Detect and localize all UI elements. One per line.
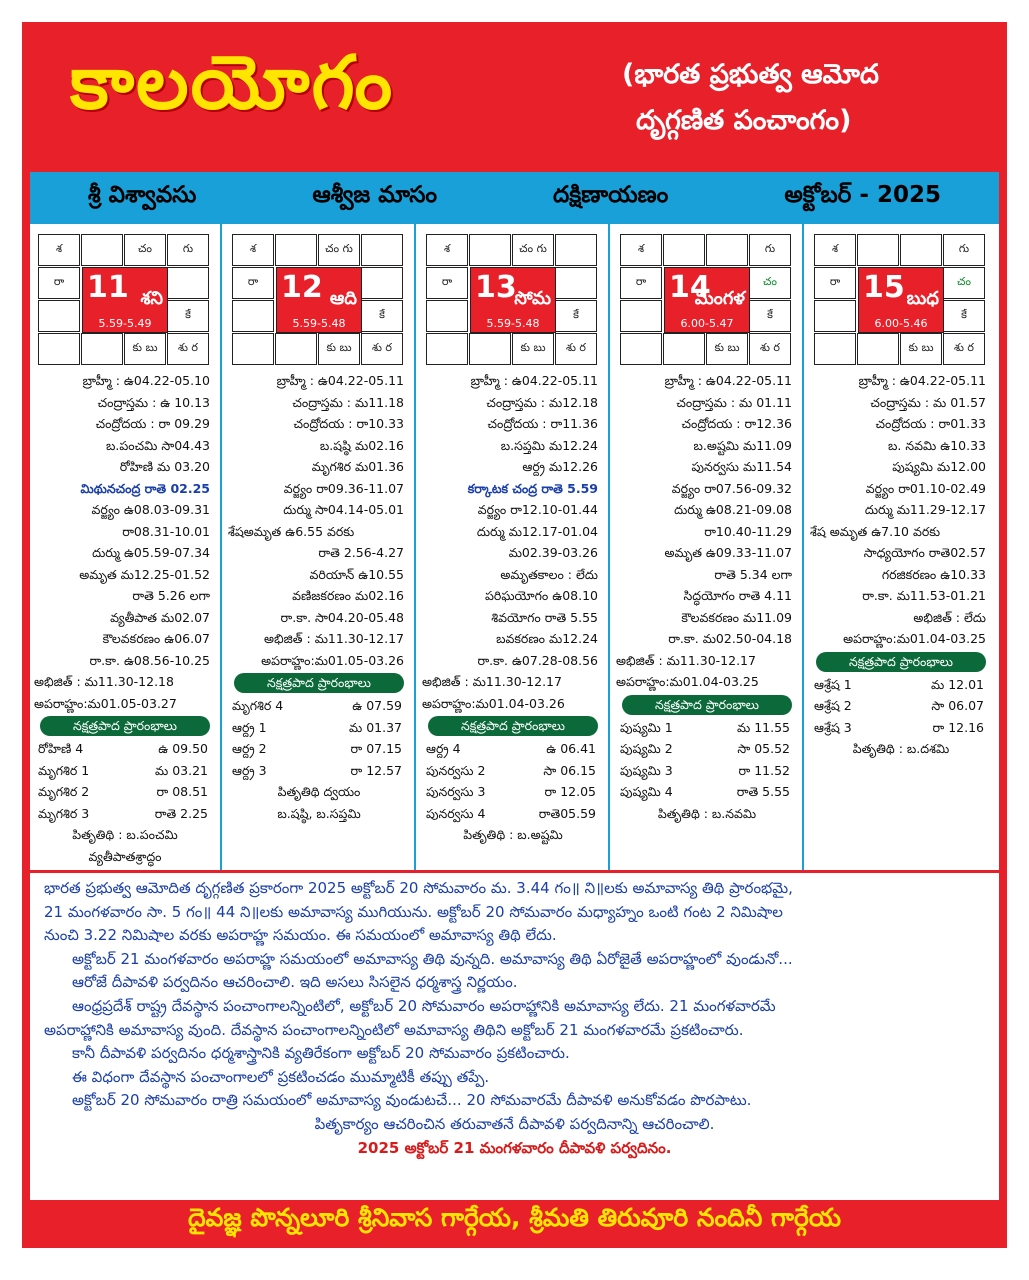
chart-cell: శు ర [749,333,791,365]
nakshatra-pada: పుష్యమి 1 [620,719,673,735]
nakshatra-time: రా 12.05 [544,784,596,799]
detail-line: దుర్ము ఉ05.59-07.34 [92,545,210,560]
detail-line: బ.షష్ఠి మ02.16 [319,437,404,453]
nakshatra-time: రా 11.52 [738,762,790,778]
chart-cell: చం [943,267,985,299]
nakshatra-pada: పునర్వసు 4 [426,805,486,821]
chart-cell: కే [555,300,597,332]
detail-line: రా.కా. ఉ07.28-08.56 [477,652,598,668]
detail-line: రాతె 5.26 లగా [132,588,210,603]
date-box [664,267,750,333]
detail-line: వర్జ్యం రా09.36-11.07 [283,480,404,496]
detail-line: అపరాహ్ణం:మ01.04-03.25 [843,631,986,646]
chart-cell: కు బు [318,333,360,365]
weekday-name: మంగళ [694,288,745,309]
nakshatra-row [34,738,216,760]
day-column [612,224,804,870]
chart-cell [426,333,468,365]
sunrise-sunset: 5.59-5.48 [486,317,540,330]
chart-cell [900,234,942,266]
detail-line: అభిజిత్ : మ11.30-12.17 [422,674,562,689]
nakshatra-time: రాతె 2.25 [154,805,208,821]
chart-cell: శ [814,234,856,266]
nakshatra-row [616,717,798,739]
chart-cell: కే [167,300,209,332]
footer-authors: దైవజ్ఞ పొన్నలూరి శ్రీనివాస గార్గేయ, శ్రీమతి తిరువూరి నందినీ గార్గేయ [187,1203,842,1232]
chart-cell [275,234,317,266]
pitru-tithi: పితృతిథి : బ.అష్టమి [463,827,563,842]
chart-cell: శు ర [361,333,403,365]
detail-line: దుర్ము ఉ08.21-09.08 [674,502,792,517]
subtitle [622,52,982,144]
nakshatra-row [228,738,410,760]
chart-cell [663,234,705,266]
title-bar [22,22,1007,172]
chart-cell: శు ర [943,333,985,365]
chart-cell: కే [943,300,985,332]
chart-cell: కు బు [706,333,748,365]
chart-cell: కు బు [124,333,166,365]
detail-line: అమృత మ12.25-01.52 [79,566,210,582]
nakshatra-pada: పునర్వసు 3 [426,784,486,799]
days-section [30,224,999,870]
day-details [422,370,604,846]
detail-line: సాధ్యయోగం రాతె02.57 [863,545,986,560]
chart-cell: రా [814,267,856,299]
day-details [616,370,798,824]
date-number: 11 [87,270,129,305]
detail-line: బ.అష్టమి మ11.09 [693,437,792,453]
detail-line: బ్రాహ్మీ : ఉ04.22-05.11 [470,373,598,388]
detail-line: చంద్రాస్తమ : మ 01.11 [676,394,792,410]
chart-cell: గు [943,234,985,266]
chart-cell [275,333,317,365]
detail-line: మిథునచంద్ర రాతె 02.25 [80,480,210,496]
ayanam-name: దక్షిణాయణం [553,182,669,208]
chart-cell: చం గు [318,234,360,266]
detail-line: పరిఘయోగం ఉ08.10 [485,588,598,603]
detail-line: చంద్రోదయ : రా11.36 [487,416,598,431]
chart-cell [620,333,662,365]
detail-line: వర్జ్యం ఉ08.03-09.31 [91,502,210,517]
nakshatra-row [616,760,798,782]
year-name: శ్రీ విశ్వావసు [88,182,197,208]
nakshatra-pada: మృగశిర 2 [38,784,90,799]
nakshatra-row [810,674,992,696]
nakshatra-badge: నక్షత్రపాద ప్రారంభాలు [428,716,598,736]
chart-cell: రా [426,267,468,299]
nakshatra-time: ఉ 09.50 [158,741,208,756]
chart-cell [663,333,705,365]
nakshatra-row [616,738,798,760]
detail-line: వణిజకరణం మ02.16 [292,588,404,603]
nakshatra-time: మ 11.55 [737,719,790,735]
note-line: ఆరోజే దీపావళి పర్వదినం ఆచరించాలి. ఇది అసలు సిసలైన ధర్మశాస్త్ర నిర్ణయం. [72,973,518,992]
nakshatra-time: మ 03.21 [155,762,208,778]
note-line: 2025 అక్టోబర్ 21 మంగళవారం దీపావళి పర్వదినం. [357,1138,672,1157]
detail-line: సిద్ధయోగం రాతె 4.11 [683,588,792,603]
sunrise-sunset: 6.00-5.46 [874,317,928,330]
sunrise-sunset: 6.00-5.47 [680,317,734,330]
nakshatra-time: రా 12.57 [350,762,402,778]
detail-line: బ్రాహ్మీ : ఉ04.22-05.11 [276,373,404,388]
detail-line: బ్రాహ్మీ : ఉ04.22-05.11 [858,373,986,388]
pitru-tithi: పితృతిథి : బ.నవమి [657,805,757,821]
nakshatra-time: మ 01.37 [349,719,402,735]
pitru-tithi: పితృతిథి : బ.దశమి [852,741,950,756]
detail-line: దుర్ము మ12.17-01.04 [476,523,598,539]
nakshatra-badge: నక్షత్రపాద ప్రారంభాలు [40,716,210,736]
note-line: 21 మంగళవారం సా. 5 గం॥ 44 ని॥లకు అమావాస్య ముగియును. అక్టోబర్ 20 సోమవారం మధ్యాహ్నం ఒంటి గంట 2 నిమిషాల [44,902,783,921]
detail-line: పునర్వసు మ11.54 [691,459,792,474]
chart-cell [814,300,856,332]
detail-line: అపరాహ్ణం:మ01.05-03.26 [261,652,404,668]
chart-cell [426,300,468,332]
detail-line: పుష్యమి మ12.00 [892,459,986,474]
pitru-tithi: వ్యతీపాతశ్రాద్ధం [88,848,162,864]
graha-chart [426,234,600,366]
date-box [858,267,944,333]
detail-line: కర్కాటక చంద్ర రాతె 5.59 [467,480,598,496]
chart-cell: శు ర [555,333,597,365]
chart-cell: శ [38,234,80,266]
chart-cell [706,234,748,266]
detail-line: వరియాన్ ఉ10.55 [309,566,404,582]
nakshatra-time: రా 12.16 [932,719,984,735]
nakshatra-row [422,781,604,803]
month-year: అక్టోబర్ - 2025 [784,182,941,208]
note-line: కానీ దీపావళి పర్వదినం ధర్మశాస్త్రానికి వ్యతిరేకంగా అక్టోబర్ 20 సోమవారం ప్రకటించారు. [72,1044,570,1063]
nakshatra-pada: ఆర్ద్ర 4 [426,741,461,756]
day-column [806,224,996,870]
graha-chart [232,234,406,366]
detail-line: చంద్రోదయ : రా01.33 [875,416,986,431]
nakshatra-row [810,717,992,739]
subtitle-line-2: దృగ్గణిత పంచాంగం) [636,105,852,136]
pitru-tithi: బ.షష్ఠి, బ.సప్తమి [277,805,361,821]
nakshatra-pada: మృగశిర 3 [38,805,90,821]
nakshatra-pada: ఆశ్రేష 3 [814,719,852,735]
detail-line: చంద్రాస్తమ : మ12.18 [486,394,598,410]
pitru-tithi: పితృతిథి : బ.పంచమి [72,827,178,842]
chart-cell: చం [124,234,166,266]
date-number: 12 [281,270,323,305]
chart-cell [620,300,662,332]
weekday-name: ఆది [329,288,357,309]
note-line: అక్టోబర్ 20 సోమవారం రాత్రి సమయంలో అమావాస్య వుండుటచే... 20 సోమవారమే దీపావళి అనుకోవడం పొరపాటు. [72,1091,752,1110]
chart-cell [469,333,511,365]
nakshatra-time: సా 05.52 [737,741,790,756]
nakshatra-pada: ఆశ్రేష 2 [814,698,852,713]
note-line: ఆంధ్రప్రదేశ్ రాష్ట్ర దేవస్థాన పంచాంగాలన్నింటిలో, అక్టోబర్ 20 సోమవారం అపరాహ్ణానికి అమావాస్య లేదు. 21 మంగళవారమే [72,996,776,1015]
nakshatra-time: సా 06.15 [543,762,596,778]
chart-cell: రా [38,267,80,299]
graha-chart [620,234,794,366]
info-bar [30,172,999,224]
chart-cell [81,234,123,266]
detail-line: చంద్రాస్తమ : మ11.18 [292,394,404,410]
nakshatra-time: సా 06.07 [931,698,984,713]
chart-cell: శ [620,234,662,266]
detail-line: అభిజిత్ : మ11.30-12.17 [616,652,756,668]
nakshatra-row [34,781,216,803]
nakshatra-pada: పునర్వసు 2 [426,762,486,778]
nakshatra-row [228,760,410,782]
day-column [224,224,416,870]
detail-line: దుర్ము సా04.14-05.01 [283,502,404,517]
nakshatra-pada: పుష్యమి 3 [620,762,673,778]
detail-line: అమృత ఉ09.33-11.07 [664,545,792,560]
sunrise-sunset: 5.59-5.48 [292,317,346,330]
detail-line: రోహిణి మ 03.20 [119,459,210,474]
nakshatra-time: ఉ 07.59 [352,698,402,713]
calendar-frame [22,22,1007,1248]
sunrise-sunset: 5.59-5.49 [98,317,152,330]
nakshatra-row [422,803,604,825]
detail-line: రా.కా. ఉ08.56-10.25 [89,652,210,668]
detail-line: శేష అమృత ఉ7.10 వరకు [810,523,941,539]
date-box [276,267,362,333]
day-column [418,224,610,870]
detail-line: కౌలవకరణం ఉ06.07 [102,631,210,646]
day-details [228,370,410,824]
chart-cell [555,234,597,266]
graha-chart [814,234,988,366]
note-line: నుంచి 3.22 నిమిషాల వరకు అపరాహ్ణ సమయం. ఈ సమయంలో అమావాస్య తిథి లేదు. [44,926,557,945]
nakshatra-pada: ఆర్ద్ర 2 [232,741,267,756]
chart-cell [81,333,123,365]
detail-line: చంద్రాస్తమ : మ 01.57 [870,394,986,410]
nakshatra-row [228,717,410,739]
detail-line: రా.కా. సా04.20-05.48 [280,609,404,625]
day-details [810,370,992,760]
detail-line: దుర్ము మ11.29-12.17 [864,502,986,517]
chart-cell: శ [232,234,274,266]
chart-cell: కే [749,300,791,332]
chart-cell: శ [426,234,468,266]
detail-line: మృగశిర మ01.36 [311,459,404,474]
note-line: అక్టోబర్ 21 మంగళవారం అపరాహ్ణ సమయంలో అమావాస్య తిథి వున్నది. అమావాస్య తిథి ఏరోజైతే అపరాహ్ణంలో వుండునో... [72,949,793,968]
day-column [30,224,222,870]
date-number: 14 [669,270,711,305]
detail-line: వర్జ్యం రా07.56-09.32 [671,480,792,496]
nakshatra-row [228,695,410,717]
chart-cell: గు [749,234,791,266]
detail-line: బవకరణం మ12.24 [496,631,598,646]
chart-cell [232,300,274,332]
chart-cell [857,333,899,365]
nakshatra-time: ఉ 06.41 [546,741,596,756]
detail-line: అభిజిత్ : లేదు [913,609,986,625]
nakshatra-time: రా 07.15 [350,741,402,756]
chart-cell: చం [749,267,791,299]
nakshatra-pada: పుష్యమి 2 [620,741,673,756]
nakshatra-row [810,695,992,717]
detail-line: వ్యతీపాత మ02.07 [110,609,210,625]
chart-cell [232,333,274,365]
detail-line: అభిజిత్ : మ11.30-12.18 [34,674,174,689]
detail-line: రా.కా. మ02.50-04.18 [668,631,792,646]
detail-line: చంద్రోదయ : రా12.36 [681,416,792,431]
nakshatra-pada: ఆర్ద్ర 3 [232,762,267,778]
nakshatra-row [422,738,604,760]
pitru-tithi: పితృతిథి ద్వయం [277,784,361,799]
chart-cell: రా [232,267,274,299]
detail-line: శేషఅమృత ఉ6.55 వరకు [228,523,355,539]
chart-cell [814,333,856,365]
note-line: ఈ విధంగా దేవస్థాన పంచాంగాలలో ప్రకటించడం ముమ్మాటికీ తప్పు తప్పే. [72,1067,490,1086]
chart-cell [38,333,80,365]
chart-cell: గు [167,234,209,266]
detail-line: బ. నవమి ఉ10.33 [888,437,986,453]
date-box [82,267,168,333]
detail-line: రా08.31-10.01 [122,523,210,539]
date-number: 15 [863,270,905,305]
graha-chart [38,234,212,366]
nakshatra-row [34,803,216,825]
month-name: ఆశ్వీజ మాసం [312,182,438,208]
detail-line: ఆర్ద్ర మ12.26 [522,459,598,474]
weekday-name: సోమ [514,288,551,309]
chart-cell [361,267,403,299]
detail-line: కౌలవకరణం మ11.09 [681,609,792,625]
chart-cell [469,234,511,266]
chart-cell [361,234,403,266]
detail-line: బ.సప్తమి మ12.24 [500,437,598,453]
chart-cell: కే [361,300,403,332]
chart-cell: శు ర [167,333,209,365]
detail-line: బ్రాహ్మీ : ఉ04.22-05.11 [664,373,792,388]
detail-line: రా10.40-11.29 [704,523,792,539]
nakshatra-time: రాతె05.59 [538,805,596,821]
nakshatra-time: రా 08.51 [156,784,208,799]
note-line: భారత ప్రభుత్వ ఆమోదిత దృగ్గణిత ప్రకారంగా 2025 అక్టోబర్ 20 సోమవారం మ. 3.44 గం॥ ని॥లకు అమావాస్య తిథి ప్రారంభమై, [44,879,793,897]
weekday-name: బుధ [906,288,939,309]
detail-line: రాతె 5.34 లగా [714,566,792,582]
detail-line: చంద్రోదయ : రా 09.29 [95,416,210,431]
nakshatra-pada: రోహిణి 4 [38,741,84,756]
chart-cell: చం గు [512,234,554,266]
detail-line: బ.పంచమి సా04.43 [106,437,210,453]
note-line: అపరాహ్ణానికి అమావాస్య వుంది. దేవస్థాన పంచాంగాలన్నింటిలో అమావాస్య తిథిని అక్టోబర్ 21 మంగళవారమే ప్రకటించారు. [44,1020,744,1039]
chart-cell [555,267,597,299]
chart-cell [857,234,899,266]
nakshatra-row [34,760,216,782]
nakshatra-time: రాతె 5.55 [736,784,790,799]
detail-line: బ్రాహ్మీ : ఉ04.22-05.10 [82,373,210,388]
detail-line: గరజికరణం ఉ10.33 [881,566,986,582]
nakshatra-badge: నక్షత్రపాద ప్రారంభాలు [622,695,792,715]
chart-cell: రా [620,267,662,299]
nakshatra-badge: నక్షత్రపాద ప్రారంభాలు [234,673,404,693]
detail-line: మ02.39-03.26 [508,545,598,560]
chart-cell: కు బు [900,333,942,365]
date-box [470,267,556,333]
notes-section [30,870,999,1207]
detail-line: వర్జ్యం రా12.10-01.44 [477,502,598,517]
detail-line: శివయోగం రాతె 5.55 [491,609,598,625]
chart-cell [38,300,80,332]
chart-cell [167,267,209,299]
detail-line: అభిజిత్ : మ11.30-12.17 [264,631,404,646]
nakshatra-pada: ఆర్ద్ర 1 [232,719,267,735]
detail-line: అమృతకాలం : లేదు [500,566,598,582]
subtitle-line-1: (భారత ప్రభుత్వ ఆమోద [622,59,879,90]
nakshatra-time: మ 12.01 [931,676,984,692]
chart-cell: కు బు [512,333,554,365]
note-line: పితృకార్యం ఆచరించిన తరువాతనే దీపావళి పర్వదినాన్ని ఆచరించాలి. [314,1114,715,1133]
date-number: 13 [475,270,517,305]
detail-line: అపరాహ్ణం:మ01.04-03.26 [422,695,565,711]
detail-line: రాతె 2.56-4.27 [318,545,404,560]
day-details [34,370,216,867]
detail-line: రా.కా. మ11.53-01.21 [862,588,986,603]
detail-line: చంద్రాస్తమ : ఉ 10.13 [97,394,210,410]
nakshatra-pada: మృగశిర 4 [232,698,284,713]
page-title: కాలయోగం [70,40,395,126]
nakshatra-pada: పుష్యమి 4 [620,784,673,799]
nakshatra-badge: నక్షత్రపాద ప్రారంభాలు [816,652,986,672]
weekday-name: శని [140,288,163,309]
detail-line: అపరాహ్ణం:మ01.05-03.27 [34,695,177,711]
nakshatra-row [422,760,604,782]
detail-line: వర్జ్యం రా01.10-02.49 [865,480,986,496]
nakshatra-pada: ఆశ్రేష 1 [814,676,852,692]
footer-bar [30,1200,999,1242]
detail-line: అపరాహ్ణం:మ01.04-03.25 [616,674,759,689]
detail-line: చంద్రోదయ : రా10.33 [293,416,404,431]
nakshatra-pada: మృగశిర 1 [38,762,90,778]
nakshatra-row [616,781,798,803]
